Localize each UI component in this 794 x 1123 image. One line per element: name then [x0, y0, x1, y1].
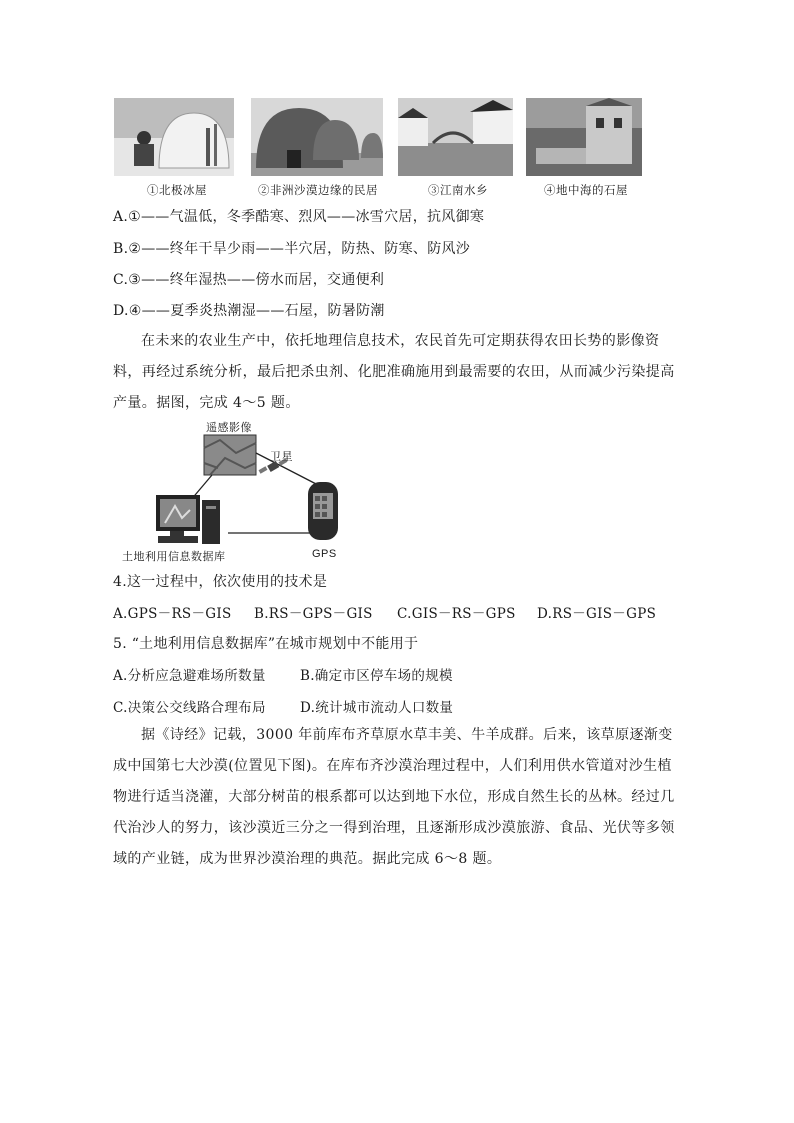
q4-option-d: D.RS－GIS－GPS	[537, 606, 657, 622]
remote-sensing-image	[204, 435, 256, 475]
gis-diagram	[120, 418, 360, 563]
q3-option-c: C.③——终年湿热——傍水而居，交通便利	[113, 272, 385, 288]
q3-option-b: B.②——终年干旱少雨——半穴居，防热、防寒、防风沙	[113, 241, 471, 257]
photo-igloo	[114, 98, 234, 176]
q3-option-d: D.④——夏季炎热潮湿——石屋，防暑防潮	[113, 303, 385, 319]
q5-option-b: B.确定市区停车场的规模	[300, 668, 453, 684]
photo-african-hut	[251, 98, 383, 176]
gps-label: GPS	[312, 548, 337, 560]
q4-option-a: A.GPS－RS－GIS	[113, 606, 232, 622]
gps-device-icon	[308, 482, 338, 540]
q3-option-a: A.①——气温低，冬季酷寒、烈风——冰雪穴居，抗风御寒	[113, 209, 485, 225]
photo-stone-house	[526, 98, 642, 176]
q4-option-c: C.GIS－RS－GPS	[397, 606, 516, 622]
q4-option-b: B.RS－GPS－GIS	[254, 606, 373, 622]
q5-option-a: A.分析应急避难场所数量	[113, 668, 266, 684]
photo-caption: ④地中海的石屋	[544, 183, 628, 197]
q4-stem: 4.这一过程中，依次使用的技术是	[113, 574, 328, 590]
passage-kubuqi: 据《诗经》记载，3000 年前库布齐草原水草丰美、牛羊成群。后来，该草原逐渐变成中国第七大沙漠(位置见下图)。在库布齐沙漠治理过程中，人们利用供水管道对沙生植物进行适当浇灌，大部分树苗的根系都可以达到地下水位，形成自然生长的丛林。经过几代治沙人的努力，该沙漠近三分之一得到治理，且逐渐形成沙漠旅游、食品、光伏等多领域的产业链，成为世界沙漠治理的典范。据此完成 6～8 题。	[113, 727, 675, 867]
photo-water-town	[398, 98, 513, 176]
passage-gis: 在未来的农业生产中，依托地理信息技术，农民首先可定期获得农田长势的影像资料，再经过系统分析，最后把杀虫剂、化肥准确施用到最需要的农田，从而减少污染提高产量。据图，完成 4～5 题。	[113, 333, 675, 411]
computer-icon	[156, 495, 220, 544]
q5-option-d: D.统计城市流动人口数量	[300, 700, 454, 716]
q5-option-c: C.决策公交线路合理布局	[113, 700, 266, 716]
photo-caption: ③江南水乡	[428, 183, 488, 197]
photo-caption: ①北极冰屋	[147, 183, 207, 197]
remote-sensing-label: 遥感影像	[206, 421, 252, 434]
database-label: 土地利用信息数据库	[122, 550, 226, 563]
satellite-label: 卫星	[270, 450, 293, 463]
q5-stem: 5. “土地利用信息数据库”在城市规划中不能用于	[113, 636, 419, 652]
photo-caption: ②非洲沙漠边缘的民居	[258, 183, 378, 197]
